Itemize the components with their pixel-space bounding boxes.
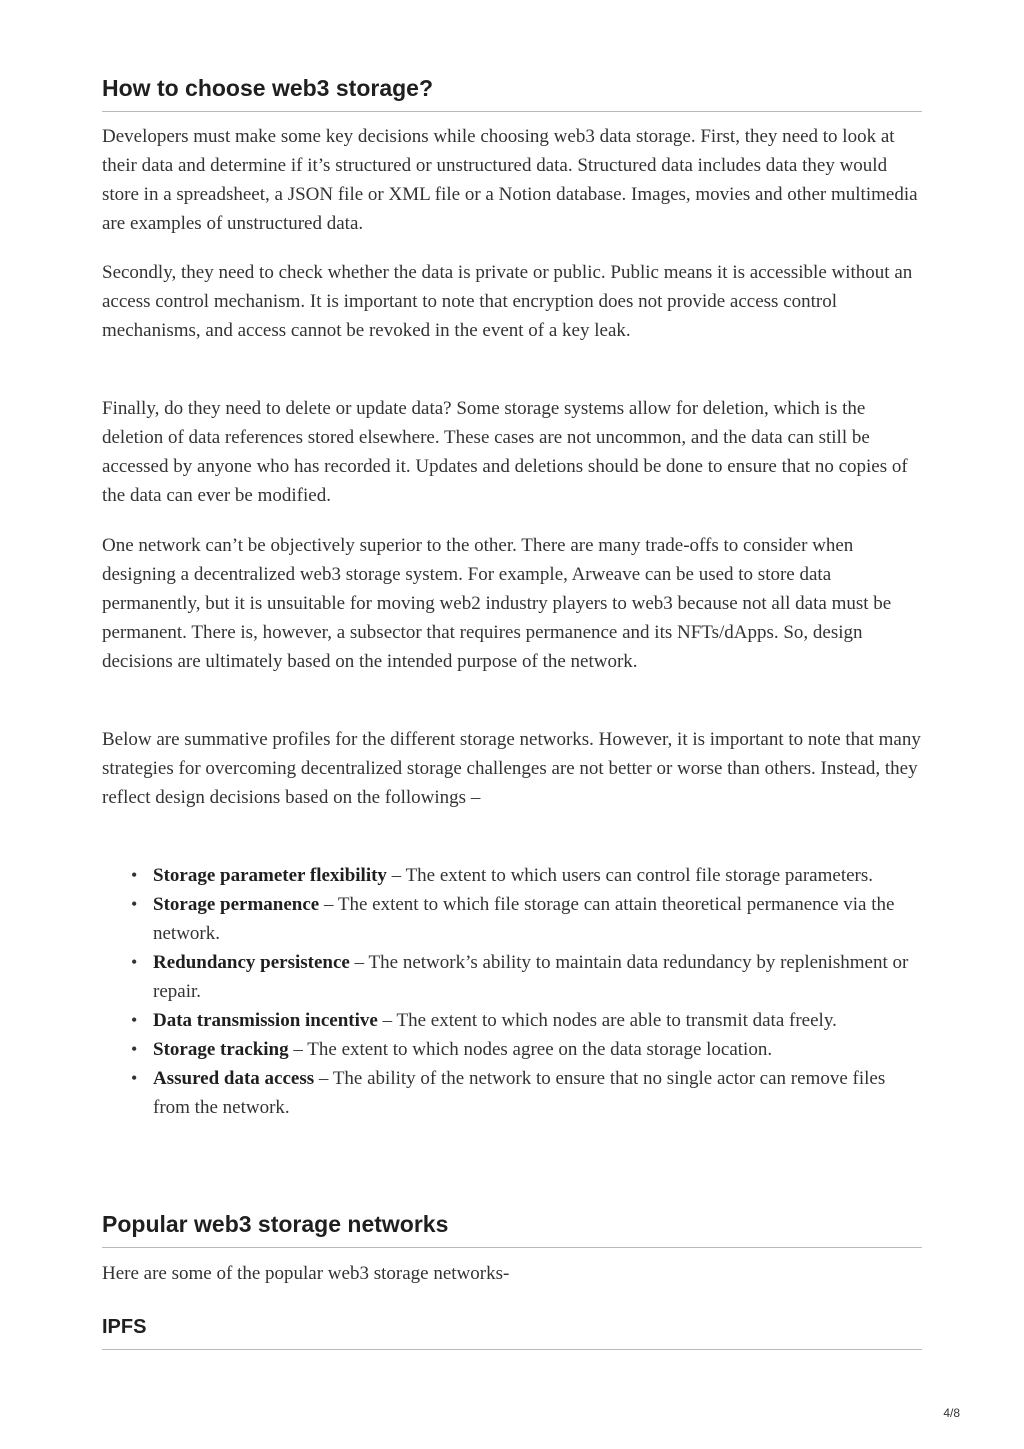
paragraph-delete-update: Finally, do they need to delete or update data? Some storage systems allow for deletion, which is the deletion of data references stored elsewhere. These cases are not uncommon, and the data can still be accessed by anyone who has recorded it. Updates and deletions should be done to ensure that no copies of the data can ever be modified.: [102, 398, 908, 506]
heading-popular-networks: Popular web3 storage networks: [102, 1210, 922, 1248]
list-item-term: Storage tracking: [153, 1039, 289, 1060]
page-number: 4/8: [943, 1406, 960, 1420]
bullet-icon: •: [131, 894, 138, 914]
design-decisions-list: [102, 861, 922, 1122]
bullet-icon: •: [131, 865, 138, 885]
paragraph-private-public: Secondly, they need to check whether the data is private or public. Public means it is accessible without an access control mechanism. It is important to note that encryption does not provide access control mechanisms, and access cannot be revoked in the event of a key leak.: [102, 262, 913, 341]
list-item-term: Data transmission incentive: [153, 1010, 378, 1031]
paragraph-popular-intro: Here are some of the popular web3 storage networks-: [102, 1263, 510, 1284]
list-item-desc: – The network’s ability to maintain data redundancy by replenishment or repair.: [153, 952, 909, 1002]
bullet-icon: •: [131, 952, 138, 972]
list-item: [131, 1064, 922, 1122]
list-item-term: Storage permanence: [153, 894, 320, 915]
list-item: [131, 861, 922, 890]
list-item: [131, 1035, 922, 1064]
list-item-term: Redundancy persistence: [153, 952, 350, 973]
list-item-term: Storage parameter flexibility: [153, 865, 387, 886]
paragraph-summative-profiles: Below are summative profiles for the different storage networks. However, it is important to note that many strategies for overcoming decentralized storage challenges are not better or worse than others. Instead, they reflect design decisions based on the followings –: [102, 729, 921, 808]
bullet-icon: •: [131, 1039, 138, 1059]
list-item-desc: – The extent to which nodes agree on the data storage location.: [288, 1039, 773, 1060]
list-item-term: Assured data access: [153, 1068, 315, 1089]
heading-ipfs: IPFS: [102, 1314, 922, 1350]
list-item-desc: – The extent to which nodes are able to transmit data freely.: [377, 1010, 837, 1031]
list-item-desc: – The extent to which users can control file storage parameters.: [386, 865, 874, 886]
list-item-desc: – The ability of the network to ensure that no single actor can remove files from the network.: [153, 1068, 886, 1118]
heading-how-to-choose: How to choose web3 storage?: [102, 74, 922, 112]
paragraph-key-decisions: Developers must make some key decisions while choosing web3 data storage. First, they need to look at their data and determine if it’s structured or unstructured data. Structured data includes data they would store in a spreadsheet, a JSON file or XML file or a Notion database. Images, movies and other multimedia are examples of unstructured data.: [102, 126, 918, 234]
list-item: [131, 948, 922, 1006]
bullet-icon: •: [131, 1010, 138, 1030]
bullet-icon: •: [131, 1068, 138, 1088]
paragraph-trade-offs: One network can’t be objectively superior to the other. There are many trade-offs to consider when designing a decentralized web3 storage system. For example, Arweave can be used to store data permanently, but it is unsuitable for moving web2 industry players to web3 because not all data must be permanent. There is, however, a subsector that requires permanence and its NFTs/dApps. So, design decisions are ultimately based on the intended purpose of the network.: [102, 535, 892, 672]
list-item-desc: – The extent to which file storage can attain theoretical permanence via the network.: [153, 894, 895, 944]
list-item: [131, 890, 922, 948]
list-item: [131, 1006, 922, 1035]
